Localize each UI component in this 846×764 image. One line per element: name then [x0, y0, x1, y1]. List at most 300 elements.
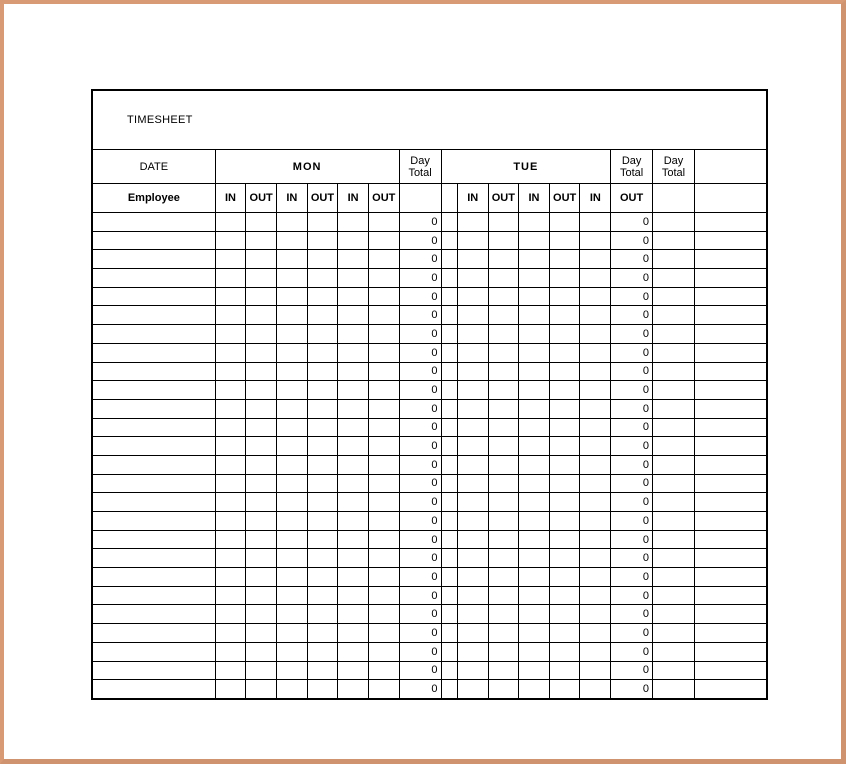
- employee-name-cell[interactable]: [93, 231, 216, 250]
- mon-punch-cell-4[interactable]: [307, 250, 338, 269]
- tue-day-total-cell[interactable]: 0: [611, 549, 653, 568]
- mon-day-total-cell[interactable]: 0: [399, 455, 441, 474]
- mon-punch-cell-4[interactable]: [307, 605, 338, 624]
- mon-punch-cell-6[interactable]: [368, 624, 399, 643]
- extra-cell[interactable]: [694, 624, 766, 643]
- mon-punch-cell-3[interactable]: [276, 586, 307, 605]
- tue-punch-cell-3[interactable]: [519, 586, 550, 605]
- tue-punch-cell-5[interactable]: [580, 250, 611, 269]
- mon-punch-cell-2[interactable]: [246, 325, 277, 344]
- tue-punch-cell-5[interactable]: [580, 418, 611, 437]
- tue-punch-cell-2[interactable]: [488, 287, 519, 306]
- table-row[interactable]: [93, 455, 767, 474]
- mon-punch-cell-4[interactable]: [307, 437, 338, 456]
- tue-punch-cell-5[interactable]: [580, 512, 611, 531]
- grand-day-total-cell[interactable]: [653, 287, 695, 306]
- mon-punch-cell-5[interactable]: [338, 213, 369, 232]
- tue-punch-cell-3[interactable]: [519, 213, 550, 232]
- tue-day-total-cell[interactable]: 0: [611, 530, 653, 549]
- mon-punch-cell-4[interactable]: [307, 493, 338, 512]
- mon-punch-cell-5[interactable]: [338, 493, 369, 512]
- tue-day-total-cell[interactable]: 0: [611, 512, 653, 531]
- table-row[interactable]: [93, 343, 767, 362]
- grand-day-total-cell[interactable]: [653, 213, 695, 232]
- mon-punch-cell-1[interactable]: [215, 269, 246, 288]
- table-row[interactable]: [93, 231, 767, 250]
- mon-punch-cell-2[interactable]: [246, 642, 277, 661]
- tue-leading-gap-cell[interactable]: [441, 549, 457, 568]
- tue-punch-cell-5[interactable]: [580, 549, 611, 568]
- mon-punch-cell-1[interactable]: [215, 493, 246, 512]
- tue-punch-cell-2[interactable]: [488, 605, 519, 624]
- tue-punch-cell-4[interactable]: [549, 680, 580, 699]
- tue-punch-cell-1[interactable]: [457, 642, 488, 661]
- grand-day-total-cell[interactable]: [653, 512, 695, 531]
- extra-cell[interactable]: [694, 549, 766, 568]
- tue-punch-cell-4[interactable]: [549, 362, 580, 381]
- tue-punch-cell-4[interactable]: [549, 437, 580, 456]
- tue-punch-cell-2[interactable]: [488, 269, 519, 288]
- tue-punch-cell-4[interactable]: [549, 493, 580, 512]
- mon-punch-cell-5[interactable]: [338, 343, 369, 362]
- mon-punch-cell-4[interactable]: [307, 343, 338, 362]
- employee-name-cell[interactable]: [93, 250, 216, 269]
- mon-day-total-cell[interactable]: 0: [399, 586, 441, 605]
- extra-cell[interactable]: [694, 269, 766, 288]
- tue-punch-cell-3[interactable]: [519, 287, 550, 306]
- extra-cell[interactable]: [694, 512, 766, 531]
- mon-punch-cell-6[interactable]: [368, 362, 399, 381]
- grand-day-total-cell[interactable]: [653, 418, 695, 437]
- grand-day-total-cell[interactable]: [653, 250, 695, 269]
- tue-punch-cell-2[interactable]: [488, 530, 519, 549]
- mon-punch-cell-6[interactable]: [368, 399, 399, 418]
- mon-punch-cell-2[interactable]: [246, 250, 277, 269]
- grand-day-total-cell[interactable]: [653, 399, 695, 418]
- mon-punch-cell-1[interactable]: [215, 437, 246, 456]
- employee-name-cell[interactable]: [93, 437, 216, 456]
- mon-punch-cell-2[interactable]: [246, 661, 277, 680]
- mon-punch-cell-6[interactable]: [368, 512, 399, 531]
- employee-name-cell[interactable]: [93, 399, 216, 418]
- mon-punch-cell-3[interactable]: [276, 512, 307, 531]
- tue-punch-cell-3[interactable]: [519, 512, 550, 531]
- tue-punch-cell-2[interactable]: [488, 437, 519, 456]
- employee-name-cell[interactable]: [93, 418, 216, 437]
- mon-punch-cell-5[interactable]: [338, 437, 369, 456]
- tue-punch-cell-1[interactable]: [457, 437, 488, 456]
- mon-day-total-cell[interactable]: 0: [399, 512, 441, 531]
- tue-punch-cell-4[interactable]: [549, 549, 580, 568]
- tue-punch-cell-2[interactable]: [488, 642, 519, 661]
- tue-punch-cell-1[interactable]: [457, 680, 488, 699]
- mon-punch-cell-6[interactable]: [368, 213, 399, 232]
- table-row[interactable]: [93, 493, 767, 512]
- tue-punch-cell-5[interactable]: [580, 306, 611, 325]
- mon-punch-cell-6[interactable]: [368, 568, 399, 587]
- grand-day-total-cell[interactable]: [653, 680, 695, 699]
- tue-leading-gap-cell[interactable]: [441, 250, 457, 269]
- table-row[interactable]: [93, 437, 767, 456]
- tue-punch-cell-1[interactable]: [457, 549, 488, 568]
- tue-punch-cell-5[interactable]: [580, 680, 611, 699]
- mon-punch-cell-6[interactable]: [368, 250, 399, 269]
- mon-punch-cell-1[interactable]: [215, 418, 246, 437]
- extra-cell[interactable]: [694, 231, 766, 250]
- mon-punch-cell-5[interactable]: [338, 568, 369, 587]
- employee-name-cell[interactable]: [93, 381, 216, 400]
- mon-punch-cell-6[interactable]: [368, 530, 399, 549]
- tue-day-total-cell[interactable]: 0: [611, 474, 653, 493]
- mon-punch-cell-4[interactable]: [307, 213, 338, 232]
- mon-day-total-cell[interactable]: 0: [399, 493, 441, 512]
- tue-leading-gap-cell[interactable]: [441, 287, 457, 306]
- tue-punch-cell-4[interactable]: [549, 455, 580, 474]
- tue-leading-gap-cell[interactable]: [441, 474, 457, 493]
- extra-cell[interactable]: [694, 530, 766, 549]
- tue-punch-cell-3[interactable]: [519, 399, 550, 418]
- tue-punch-cell-2[interactable]: [488, 512, 519, 531]
- mon-punch-cell-1[interactable]: [215, 287, 246, 306]
- tue-day-total-cell[interactable]: 0: [611, 568, 653, 587]
- tue-punch-cell-3[interactable]: [519, 231, 550, 250]
- tue-punch-cell-3[interactable]: [519, 493, 550, 512]
- tue-punch-cell-3[interactable]: [519, 362, 550, 381]
- table-row[interactable]: [93, 381, 767, 400]
- tue-punch-cell-3[interactable]: [519, 325, 550, 344]
- employee-name-cell[interactable]: [93, 343, 216, 362]
- tue-punch-cell-1[interactable]: [457, 325, 488, 344]
- timesheet-body[interactable]: [93, 213, 767, 699]
- tue-day-total-cell[interactable]: 0: [611, 325, 653, 344]
- mon-punch-cell-1[interactable]: [215, 642, 246, 661]
- tue-punch-cell-2[interactable]: [488, 680, 519, 699]
- tue-punch-cell-2[interactable]: [488, 231, 519, 250]
- table-row[interactable]: [93, 213, 767, 232]
- tue-punch-cell-1[interactable]: [457, 362, 488, 381]
- mon-punch-cell-2[interactable]: [246, 512, 277, 531]
- mon-punch-cell-5[interactable]: [338, 362, 369, 381]
- table-row[interactable]: [93, 474, 767, 493]
- table-row[interactable]: [93, 269, 767, 288]
- mon-punch-cell-1[interactable]: [215, 530, 246, 549]
- extra-cell[interactable]: [694, 362, 766, 381]
- tue-punch-cell-3[interactable]: [519, 343, 550, 362]
- grand-day-total-cell[interactable]: [653, 530, 695, 549]
- mon-day-total-cell[interactable]: 0: [399, 605, 441, 624]
- tue-leading-gap-cell[interactable]: [441, 399, 457, 418]
- mon-punch-cell-4[interactable]: [307, 549, 338, 568]
- mon-punch-cell-2[interactable]: [246, 474, 277, 493]
- mon-day-total-cell[interactable]: 0: [399, 624, 441, 643]
- tue-punch-cell-4[interactable]: [549, 474, 580, 493]
- mon-punch-cell-5[interactable]: [338, 512, 369, 531]
- tue-punch-cell-4[interactable]: [549, 287, 580, 306]
- tue-punch-cell-4[interactable]: [549, 269, 580, 288]
- tue-leading-gap-cell[interactable]: [441, 343, 457, 362]
- grand-day-total-cell[interactable]: [653, 605, 695, 624]
- table-row[interactable]: [93, 680, 767, 699]
- tue-punch-cell-1[interactable]: [457, 455, 488, 474]
- mon-day-total-cell[interactable]: 0: [399, 381, 441, 400]
- mon-punch-cell-1[interactable]: [215, 605, 246, 624]
- tue-punch-cell-3[interactable]: [519, 269, 550, 288]
- grand-day-total-cell[interactable]: [653, 624, 695, 643]
- tue-punch-cell-1[interactable]: [457, 661, 488, 680]
- tue-day-total-cell[interactable]: 0: [611, 231, 653, 250]
- mon-punch-cell-3[interactable]: [276, 605, 307, 624]
- mon-punch-cell-5[interactable]: [338, 624, 369, 643]
- mon-punch-cell-6[interactable]: [368, 343, 399, 362]
- tue-punch-cell-1[interactable]: [457, 605, 488, 624]
- grand-day-total-cell[interactable]: [653, 269, 695, 288]
- tue-punch-cell-2[interactable]: [488, 474, 519, 493]
- tue-punch-cell-5[interactable]: [580, 287, 611, 306]
- mon-day-total-cell[interactable]: 0: [399, 530, 441, 549]
- tue-punch-cell-5[interactable]: [580, 624, 611, 643]
- table-row[interactable]: [93, 325, 767, 344]
- mon-punch-cell-1[interactable]: [215, 325, 246, 344]
- mon-punch-cell-2[interactable]: [246, 231, 277, 250]
- mon-punch-cell-5[interactable]: [338, 399, 369, 418]
- tue-leading-gap-cell[interactable]: [441, 624, 457, 643]
- tue-day-total-cell[interactable]: 0: [611, 605, 653, 624]
- tue-day-total-cell[interactable]: 0: [611, 306, 653, 325]
- extra-cell[interactable]: [694, 568, 766, 587]
- grand-day-total-cell[interactable]: [653, 381, 695, 400]
- tue-punch-cell-5[interactable]: [580, 586, 611, 605]
- mon-punch-cell-1[interactable]: [215, 362, 246, 381]
- tue-punch-cell-5[interactable]: [580, 399, 611, 418]
- grand-day-total-cell[interactable]: [653, 568, 695, 587]
- mon-punch-cell-5[interactable]: [338, 455, 369, 474]
- tue-leading-gap-cell[interactable]: [441, 213, 457, 232]
- mon-punch-cell-1[interactable]: [215, 512, 246, 531]
- mon-day-total-cell[interactable]: 0: [399, 568, 441, 587]
- mon-punch-cell-5[interactable]: [338, 418, 369, 437]
- mon-punch-cell-4[interactable]: [307, 642, 338, 661]
- tue-leading-gap-cell[interactable]: [441, 493, 457, 512]
- employee-name-cell[interactable]: [93, 605, 216, 624]
- tue-punch-cell-4[interactable]: [549, 343, 580, 362]
- tue-day-total-cell[interactable]: 0: [611, 455, 653, 474]
- extra-cell[interactable]: [694, 287, 766, 306]
- extra-cell[interactable]: [694, 586, 766, 605]
- employee-name-cell[interactable]: [93, 568, 216, 587]
- tue-punch-cell-4[interactable]: [549, 586, 580, 605]
- mon-punch-cell-4[interactable]: [307, 418, 338, 437]
- tue-punch-cell-4[interactable]: [549, 213, 580, 232]
- table-row[interactable]: [93, 624, 767, 643]
- mon-punch-cell-2[interactable]: [246, 381, 277, 400]
- tue-punch-cell-5[interactable]: [580, 530, 611, 549]
- tue-day-total-cell[interactable]: 0: [611, 381, 653, 400]
- tue-punch-cell-4[interactable]: [549, 624, 580, 643]
- employee-name-cell[interactable]: [93, 512, 216, 531]
- mon-day-total-cell[interactable]: 0: [399, 362, 441, 381]
- mon-punch-cell-6[interactable]: [368, 418, 399, 437]
- grand-day-total-cell[interactable]: [653, 493, 695, 512]
- mon-punch-cell-1[interactable]: [215, 661, 246, 680]
- mon-punch-cell-1[interactable]: [215, 381, 246, 400]
- tue-punch-cell-1[interactable]: [457, 530, 488, 549]
- tue-punch-cell-2[interactable]: [488, 325, 519, 344]
- mon-punch-cell-5[interactable]: [338, 250, 369, 269]
- mon-punch-cell-2[interactable]: [246, 362, 277, 381]
- tue-punch-cell-1[interactable]: [457, 512, 488, 531]
- mon-punch-cell-6[interactable]: [368, 605, 399, 624]
- mon-punch-cell-3[interactable]: [276, 455, 307, 474]
- tue-punch-cell-2[interactable]: [488, 250, 519, 269]
- grand-day-total-cell[interactable]: [653, 474, 695, 493]
- extra-cell[interactable]: [694, 437, 766, 456]
- extra-cell[interactable]: [694, 343, 766, 362]
- tue-punch-cell-3[interactable]: [519, 605, 550, 624]
- employee-name-cell[interactable]: [93, 325, 216, 344]
- mon-punch-cell-3[interactable]: [276, 231, 307, 250]
- employee-name-cell[interactable]: [93, 661, 216, 680]
- table-row[interactable]: [93, 512, 767, 531]
- tue-punch-cell-1[interactable]: [457, 493, 488, 512]
- tue-leading-gap-cell[interactable]: [441, 586, 457, 605]
- mon-punch-cell-3[interactable]: [276, 287, 307, 306]
- mon-punch-cell-6[interactable]: [368, 269, 399, 288]
- mon-punch-cell-3[interactable]: [276, 549, 307, 568]
- tue-punch-cell-3[interactable]: [519, 474, 550, 493]
- mon-punch-cell-1[interactable]: [215, 343, 246, 362]
- tue-punch-cell-1[interactable]: [457, 381, 488, 400]
- extra-cell[interactable]: [694, 661, 766, 680]
- tue-punch-cell-5[interactable]: [580, 455, 611, 474]
- tue-punch-cell-1[interactable]: [457, 231, 488, 250]
- mon-punch-cell-3[interactable]: [276, 661, 307, 680]
- mon-punch-cell-5[interactable]: [338, 325, 369, 344]
- tue-punch-cell-5[interactable]: [580, 661, 611, 680]
- tue-punch-cell-2[interactable]: [488, 362, 519, 381]
- mon-punch-cell-3[interactable]: [276, 381, 307, 400]
- mon-punch-cell-3[interactable]: [276, 250, 307, 269]
- tue-punch-cell-4[interactable]: [549, 512, 580, 531]
- mon-day-total-cell[interactable]: 0: [399, 269, 441, 288]
- mon-punch-cell-1[interactable]: [215, 399, 246, 418]
- mon-day-total-cell[interactable]: 0: [399, 549, 441, 568]
- tue-leading-gap-cell[interactable]: [441, 680, 457, 699]
- mon-punch-cell-3[interactable]: [276, 642, 307, 661]
- extra-cell[interactable]: [694, 605, 766, 624]
- tue-punch-cell-5[interactable]: [580, 642, 611, 661]
- tue-punch-cell-2[interactable]: [488, 381, 519, 400]
- mon-punch-cell-2[interactable]: [246, 605, 277, 624]
- table-row[interactable]: [93, 287, 767, 306]
- tue-punch-cell-3[interactable]: [519, 381, 550, 400]
- mon-day-total-cell[interactable]: 0: [399, 661, 441, 680]
- tue-punch-cell-5[interactable]: [580, 568, 611, 587]
- table-row[interactable]: [93, 250, 767, 269]
- mon-day-total-cell[interactable]: 0: [399, 325, 441, 344]
- tue-punch-cell-2[interactable]: [488, 455, 519, 474]
- tue-punch-cell-4[interactable]: [549, 399, 580, 418]
- tue-punch-cell-3[interactable]: [519, 549, 550, 568]
- mon-punch-cell-1[interactable]: [215, 568, 246, 587]
- employee-name-cell[interactable]: [93, 586, 216, 605]
- tue-punch-cell-2[interactable]: [488, 661, 519, 680]
- mon-day-total-cell[interactable]: 0: [399, 231, 441, 250]
- tue-punch-cell-1[interactable]: [457, 306, 488, 325]
- tue-punch-cell-3[interactable]: [519, 437, 550, 456]
- mon-punch-cell-6[interactable]: [368, 381, 399, 400]
- mon-punch-cell-5[interactable]: [338, 306, 369, 325]
- mon-punch-cell-3[interactable]: [276, 362, 307, 381]
- tue-leading-gap-cell[interactable]: [441, 231, 457, 250]
- mon-day-total-cell[interactable]: 0: [399, 437, 441, 456]
- extra-cell[interactable]: [694, 213, 766, 232]
- mon-punch-cell-6[interactable]: [368, 306, 399, 325]
- tue-punch-cell-5[interactable]: [580, 325, 611, 344]
- mon-punch-cell-6[interactable]: [368, 493, 399, 512]
- mon-day-total-cell[interactable]: 0: [399, 250, 441, 269]
- mon-punch-cell-6[interactable]: [368, 325, 399, 344]
- mon-punch-cell-4[interactable]: [307, 455, 338, 474]
- employee-name-cell[interactable]: [93, 493, 216, 512]
- mon-punch-cell-6[interactable]: [368, 661, 399, 680]
- mon-punch-cell-4[interactable]: [307, 680, 338, 699]
- mon-punch-cell-2[interactable]: [246, 287, 277, 306]
- mon-punch-cell-4[interactable]: [307, 474, 338, 493]
- tue-day-total-cell[interactable]: 0: [611, 680, 653, 699]
- extra-cell[interactable]: [694, 306, 766, 325]
- grand-day-total-cell[interactable]: [653, 661, 695, 680]
- mon-punch-cell-3[interactable]: [276, 493, 307, 512]
- tue-punch-cell-1[interactable]: [457, 474, 488, 493]
- grand-day-total-cell[interactable]: [653, 437, 695, 456]
- mon-punch-cell-1[interactable]: [215, 250, 246, 269]
- mon-punch-cell-4[interactable]: [307, 530, 338, 549]
- employee-name-cell[interactable]: [93, 474, 216, 493]
- tue-punch-cell-1[interactable]: [457, 418, 488, 437]
- tue-punch-cell-2[interactable]: [488, 624, 519, 643]
- extra-cell[interactable]: [694, 680, 766, 699]
- mon-punch-cell-3[interactable]: [276, 399, 307, 418]
- employee-name-cell[interactable]: [93, 287, 216, 306]
- tue-punch-cell-2[interactable]: [488, 306, 519, 325]
- table-row[interactable]: [93, 586, 767, 605]
- tue-punch-cell-3[interactable]: [519, 568, 550, 587]
- tue-punch-cell-2[interactable]: [488, 343, 519, 362]
- mon-punch-cell-1[interactable]: [215, 474, 246, 493]
- tue-punch-cell-5[interactable]: [580, 381, 611, 400]
- mon-day-total-cell[interactable]: 0: [399, 642, 441, 661]
- table-row[interactable]: [93, 530, 767, 549]
- mon-punch-cell-1[interactable]: [215, 549, 246, 568]
- tue-punch-cell-1[interactable]: [457, 287, 488, 306]
- table-row[interactable]: [93, 642, 767, 661]
- mon-punch-cell-3[interactable]: [276, 213, 307, 232]
- employee-name-cell[interactable]: [93, 680, 216, 699]
- tue-leading-gap-cell[interactable]: [441, 530, 457, 549]
- tue-punch-cell-3[interactable]: [519, 661, 550, 680]
- mon-punch-cell-5[interactable]: [338, 231, 369, 250]
- mon-punch-cell-2[interactable]: [246, 418, 277, 437]
- tue-leading-gap-cell[interactable]: [441, 455, 457, 474]
- tue-punch-cell-4[interactable]: [549, 605, 580, 624]
- tue-leading-gap-cell[interactable]: [441, 269, 457, 288]
- grand-day-total-cell[interactable]: [653, 343, 695, 362]
- tue-punch-cell-2[interactable]: [488, 213, 519, 232]
- mon-punch-cell-4[interactable]: [307, 624, 338, 643]
- mon-day-total-cell[interactable]: 0: [399, 680, 441, 699]
- table-row[interactable]: [93, 418, 767, 437]
- tue-punch-cell-2[interactable]: [488, 568, 519, 587]
